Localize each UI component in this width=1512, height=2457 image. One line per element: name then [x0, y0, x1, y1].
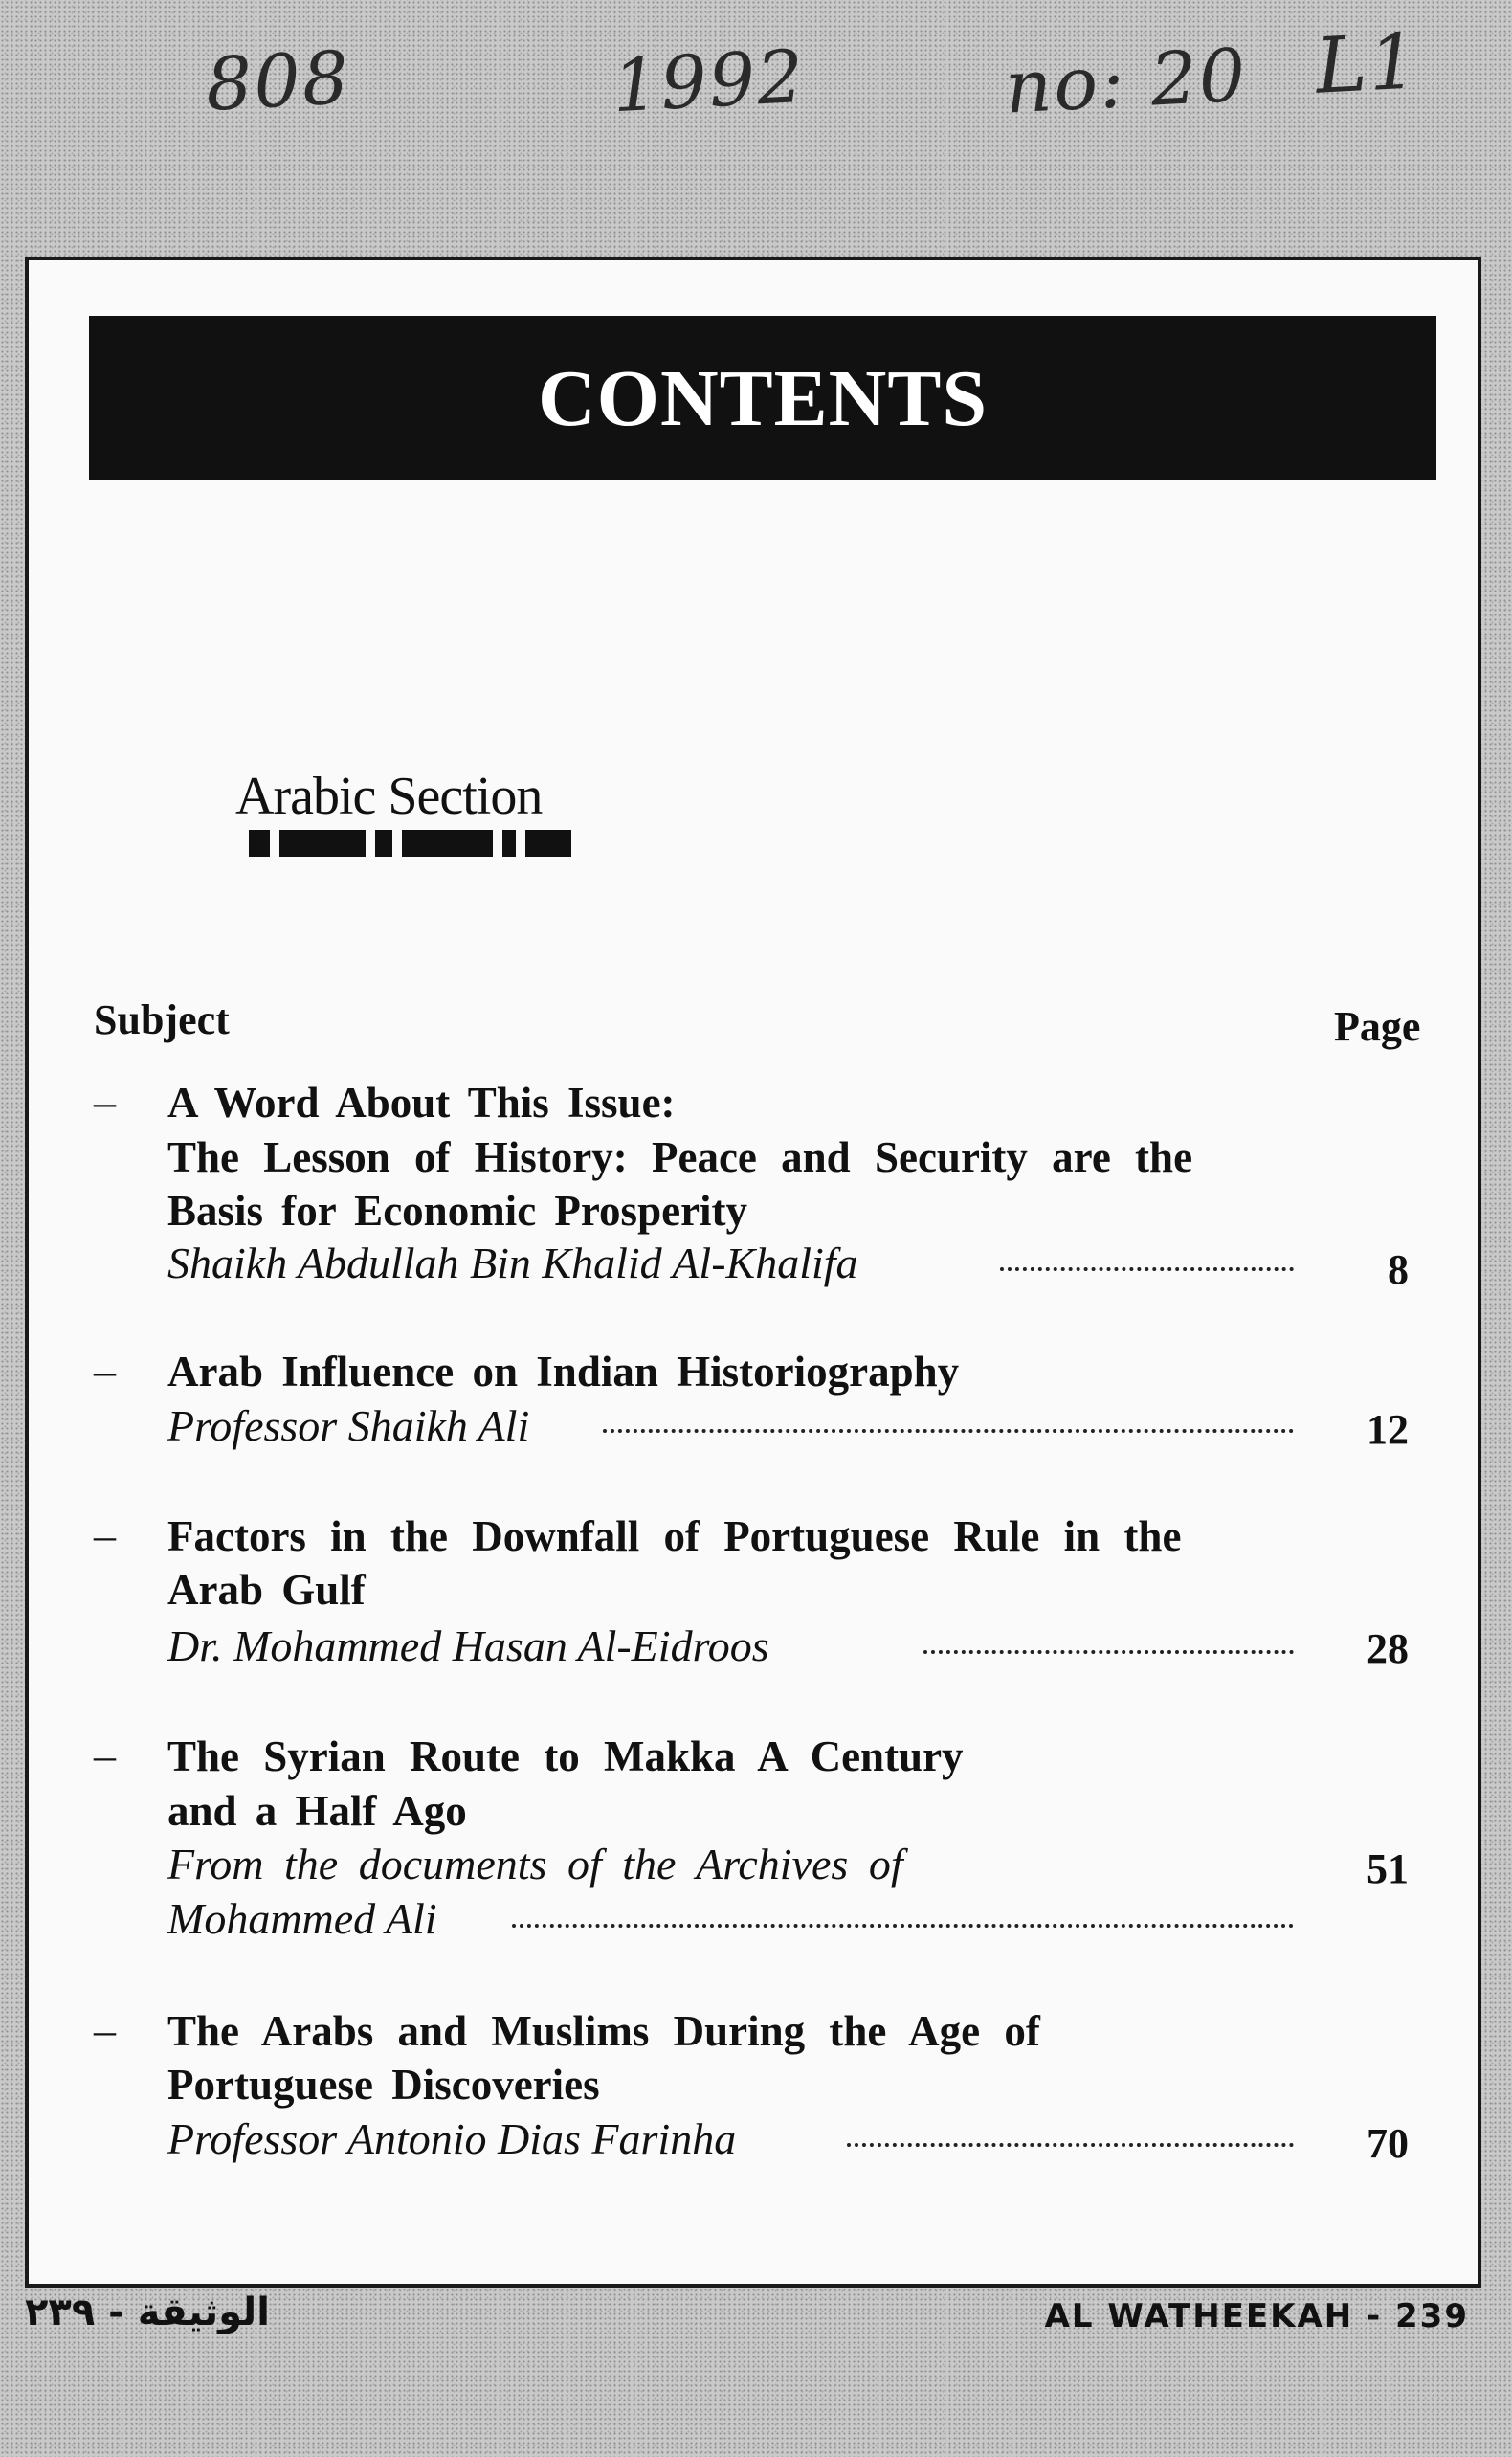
dot-leader	[512, 1914, 1294, 1928]
section-title: Arabic Section	[235, 767, 543, 826]
entry-dash: –	[94, 1731, 116, 1779]
entry-page-number: 8	[1388, 1246, 1409, 1293]
entry-title-line: Portuguese Discoveries	[167, 2061, 600, 2109]
entry-author: Mohammed Ali	[167, 1894, 437, 1943]
handwritten-note-issue: no: 20	[1002, 32, 1250, 130]
page-column-header: Page	[1334, 1003, 1421, 1050]
entry-author: From the documents of the Archives of	[167, 1840, 903, 1888]
contents-banner	[89, 316, 1436, 480]
dot-leader	[1000, 1258, 1294, 1271]
entry-title-line: A Word About This Issue:	[167, 1079, 676, 1127]
entry-dash: –	[94, 2005, 116, 2054]
section-decoration	[249, 830, 571, 857]
entry-title-line: The Lesson of History: Peace and Security are the	[167, 1133, 1193, 1181]
handwritten-note-year: 1992	[610, 33, 808, 129]
entry-page-number: 51	[1367, 1845, 1409, 1892]
entry-title-line: Arab Gulf	[167, 1566, 366, 1614]
entry-page-number: 70	[1367, 2120, 1409, 2167]
entry-author: Professor Shaikh Ali	[167, 1401, 530, 1450]
entry-page-number: 28	[1367, 1625, 1409, 1672]
entry-author: Shaikh Abdullah Bin Khalid Al-Khalifa	[167, 1239, 858, 1287]
entry-dash: –	[94, 1346, 116, 1395]
entry-author: Professor Antonio Dias Farinha	[167, 2114, 737, 2163]
entry-title-line: Arab Influence on Indian Historiography	[167, 1348, 960, 1396]
entry-page-number: 12	[1367, 1406, 1409, 1453]
entry-title-line: and a Half Ago	[167, 1787, 467, 1835]
contents-frame	[25, 257, 1481, 2288]
entry-dash: –	[94, 1510, 116, 1559]
dot-leader	[603, 1419, 1294, 1433]
page-title: CONTENTS	[537, 353, 989, 443]
subject-column-header: Subject	[94, 996, 230, 1043]
entry-title-line: The Syrian Route to Makka A Century	[167, 1732, 964, 1780]
entry-title-line: The Arabs and Muslims During the Age of	[167, 2007, 1040, 2055]
footer-journal-page: AL WATHEEKAH - 239	[1044, 2297, 1469, 2335]
entry-title-line: Basis for Economic Prosperity	[167, 1187, 748, 1235]
dot-leader	[923, 1641, 1294, 1654]
dot-leader	[847, 2133, 1294, 2147]
handwritten-note-code: L1	[1313, 16, 1422, 111]
entry-author: Dr. Mohammed Hasan Al-Eidroos	[167, 1621, 769, 1670]
entry-dash: –	[94, 1077, 116, 1126]
handwritten-note-number: 808	[203, 34, 353, 127]
footer-arabic-page: الوثيقة - ٢٣٩	[25, 2290, 270, 2334]
entry-title-line: Factors in the Downfall of Portuguese Rule in the	[167, 1512, 1182, 1560]
